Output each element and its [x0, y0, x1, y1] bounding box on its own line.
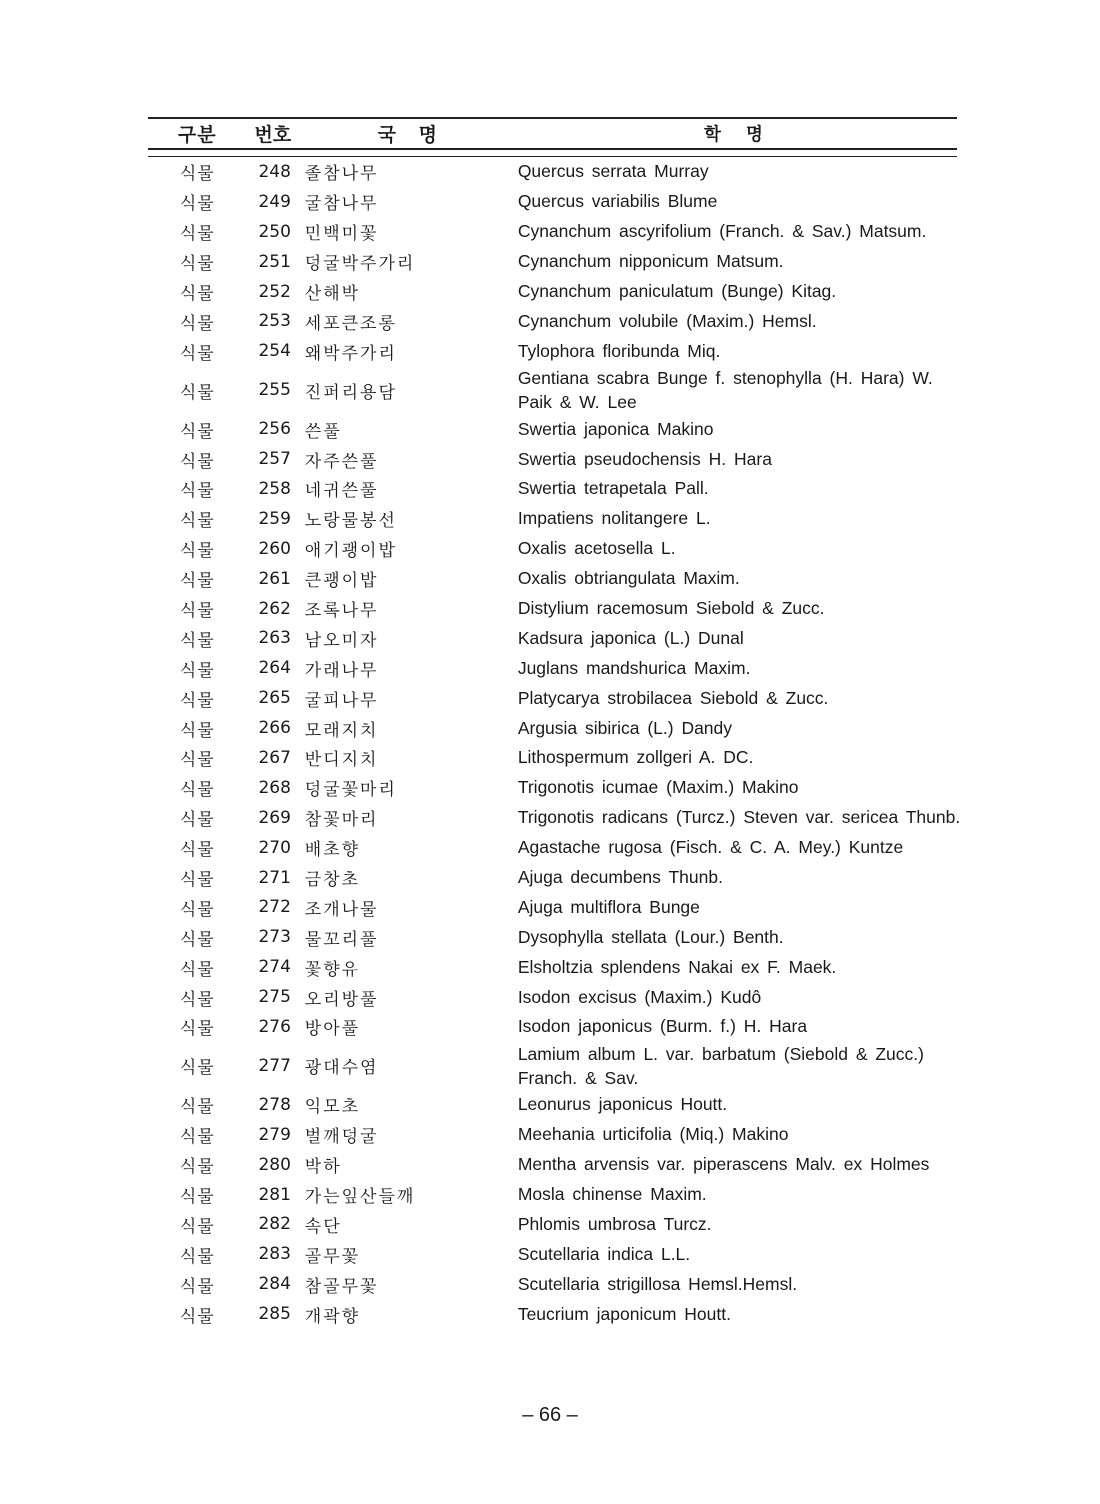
table-row: [148, 743, 957, 773]
cell-number: 255: [258, 380, 291, 401]
cell-number: 264: [258, 658, 291, 679]
cell-korean-name: 금창초: [304, 870, 361, 891]
cell-korean-name: 속단: [304, 1216, 342, 1237]
cell-scientific-name: Gentiana scabra Bunge f. stenophylla (H. Hara) W. Paik & W. Lee: [517, 368, 933, 413]
cell-scientific-name: Quercus serrata Murray: [517, 161, 709, 182]
cell-number: 275: [258, 987, 291, 1008]
table-row: [148, 247, 957, 277]
cell-number: 256: [258, 419, 291, 440]
cell-korean-name: 박하: [304, 1157, 342, 1178]
cell-scientific-name: Swertia pseudochensis H. Hara: [517, 448, 772, 469]
cell-scientific-name: Agastache rugosa (Fisch. & C. A. Mey.) Kuntze: [517, 837, 904, 858]
cell-category: 식물: [179, 929, 215, 950]
cell-category: 식물: [179, 601, 215, 622]
cell-korean-name: 네귀쓴풀: [304, 481, 379, 502]
table-row: [148, 1150, 957, 1180]
cell-category: 식물: [179, 720, 215, 741]
cell-korean-name: 광대수염: [304, 1058, 379, 1079]
cell-korean-name: 가는잎산들깨: [304, 1187, 416, 1208]
species-table: [148, 117, 961, 1329]
table-row: [148, 1180, 957, 1210]
cell-category: 식물: [179, 1019, 215, 1040]
cell-scientific-name: Oxalis acetosella L.: [517, 538, 676, 559]
cell-number: 257: [258, 449, 291, 470]
cell-number: 261: [258, 568, 291, 589]
table-row: [148, 1042, 957, 1090]
cell-korean-name: 개곽향: [304, 1306, 361, 1327]
cell-number: 269: [258, 807, 291, 828]
table-row: [148, 683, 957, 713]
cell-korean-name: 덩굴꽃마리: [304, 780, 397, 801]
cell-number: 260: [258, 538, 291, 559]
table-row: [148, 1012, 957, 1042]
cell-korean-name: 남오미자: [304, 630, 379, 651]
cell-number: 276: [258, 1016, 291, 1037]
cell-category: 식물: [179, 254, 215, 275]
cell-number: 281: [258, 1184, 291, 1205]
table-row: [148, 414, 957, 444]
cell-number: 262: [258, 598, 291, 619]
cell-korean-name: 배초향: [304, 840, 361, 861]
cell-number: 272: [258, 897, 291, 918]
cell-number: 249: [258, 191, 291, 212]
cell-category: 식물: [179, 630, 215, 651]
cell-category: 식물: [179, 989, 215, 1010]
cell-number: 274: [258, 957, 291, 978]
table-row: [148, 803, 957, 833]
cell-category: 식물: [179, 511, 215, 532]
cell-scientific-name: Cynanchum ascyrifolium (Franch. & Sav.) Matsum.: [517, 221, 927, 242]
cell-number: 248: [258, 161, 291, 182]
table-row: [148, 444, 957, 474]
cell-category: 식물: [179, 284, 215, 304]
table-row: [148, 1269, 957, 1299]
cell-korean-name: 벌깨덩굴: [304, 1127, 379, 1148]
cell-number: 278: [258, 1094, 291, 1115]
species-table-container: [148, 117, 961, 1329]
cell-category: 식물: [179, 1097, 215, 1118]
table-row: [148, 713, 957, 743]
cell-korean-name: 모래지치: [304, 720, 379, 741]
cell-number: 273: [258, 927, 291, 948]
cell-category: 식물: [179, 810, 215, 831]
table-row: [148, 187, 957, 217]
cell-korean-name: 조록나무: [304, 601, 379, 622]
cell-number: 280: [258, 1154, 291, 1175]
cell-scientific-name: Dysophylla stellata (Lour.) Benth.: [517, 926, 784, 947]
cell-category: 식물: [179, 870, 215, 891]
cell-number: 265: [258, 688, 291, 709]
header-row: [148, 118, 957, 149]
cell-category: 식물: [179, 1157, 215, 1178]
cell-scientific-name: Trigonotis radicans (Turcz.) Steven var. sericea Thunb.: [517, 807, 961, 828]
table-row: [148, 306, 957, 336]
cell-scientific-name: Argusia sibirica (L.) Dandy: [517, 717, 733, 738]
cell-korean-name: 꽃향유: [304, 959, 361, 980]
header-number: 번호: [254, 124, 292, 146]
cell-korean-name: 큰괭이밥: [304, 571, 379, 592]
cell-korean-name: 참꽃마리: [304, 810, 379, 831]
table-row: [148, 157, 957, 187]
cell-scientific-name: Lamium album L. var. barbatum (Siebold & Zucc.) Franch. & Sav.: [517, 1043, 924, 1088]
cell-number: 251: [258, 251, 291, 272]
cell-number: 266: [258, 718, 291, 739]
cell-category: 식물: [179, 224, 215, 245]
cell-scientific-name: Leonurus japonicus Houtt.: [517, 1094, 728, 1115]
cell-korean-name: 왜박주가리: [304, 343, 397, 364]
cell-category: 식물: [179, 1187, 215, 1208]
cell-number: 277: [258, 1055, 291, 1076]
cell-scientific-name: Trigonotis icumae (Maxim.) Makino: [517, 777, 799, 798]
cell-category: 식물: [179, 1216, 215, 1237]
cell-korean-name: 노랑물봉선: [304, 511, 397, 532]
cell-category: 식물: [179, 451, 215, 472]
cell-scientific-name: Swertia japonica Makino: [517, 418, 714, 439]
cell-number: 270: [258, 837, 291, 858]
cell-scientific-name: Cynanchum paniculatum (Bunge) Kitag.: [517, 281, 837, 301]
cell-scientific-name: Ajuga multiflora Bunge: [517, 896, 700, 917]
cell-korean-name: 굴피나무: [304, 690, 379, 711]
table-row: [148, 1090, 957, 1120]
header-korean-name: 국 명: [377, 124, 445, 146]
table-header: [148, 118, 957, 157]
cell-category: 식물: [179, 780, 215, 801]
cell-number: 259: [258, 508, 291, 529]
cell-number: 284: [258, 1274, 291, 1295]
table-row: [148, 564, 957, 594]
table-row: [148, 623, 957, 653]
table-row: [148, 1120, 957, 1150]
cell-category: 식물: [179, 750, 215, 771]
cell-category: 식물: [179, 840, 215, 861]
cell-korean-name: 세포큰조롱: [304, 313, 397, 334]
cell-scientific-name: Phlomis umbrosa Turcz.: [517, 1213, 712, 1234]
cell-category: 식물: [179, 899, 215, 920]
table-row: [148, 504, 957, 534]
table-row: [148, 952, 957, 982]
table-row: [148, 922, 957, 952]
cell-category: 식물: [179, 194, 215, 215]
cell-scientific-name: Mosla chinense Maxim.: [517, 1184, 707, 1205]
cell-number: 254: [258, 341, 291, 362]
cell-scientific-name: Oxalis obtriangulata Maxim.: [517, 568, 740, 589]
cell-category: 식물: [179, 571, 215, 592]
cell-category: 식물: [179, 382, 215, 403]
cell-category: 식물: [179, 660, 215, 681]
cell-number: 271: [258, 867, 291, 888]
cell-korean-name: 쓴풀: [304, 421, 342, 442]
cell-korean-name: 가래나무: [304, 660, 379, 681]
cell-scientific-name: Scutellaria strigillosa Hemsl.Hemsl.: [517, 1273, 798, 1294]
table-row: [148, 277, 957, 307]
cell-category: 식물: [179, 1276, 215, 1297]
cell-number: 258: [258, 478, 291, 499]
cell-category: 식물: [179, 690, 215, 711]
table-row: [148, 1299, 957, 1329]
cell-scientific-name: Meehania urticifolia (Miq.) Makino: [517, 1124, 789, 1145]
cell-scientific-name: Mentha arvensis var. piperascens Malv. ex Holmes: [517, 1154, 930, 1175]
cell-category: 식물: [179, 1127, 215, 1148]
table-row: [148, 863, 957, 893]
cell-korean-name: 오리방풀: [304, 989, 379, 1010]
cell-category: 식물: [179, 1306, 215, 1327]
cell-korean-name: 굴참나무: [304, 194, 379, 215]
cell-scientific-name: Elsholtzia splendens Nakai ex F. Maek.: [517, 956, 837, 977]
page-number: – 66 –: [522, 1404, 578, 1426]
cell-scientific-name: Tylophora floribunda Miq.: [517, 340, 721, 361]
cell-number: 263: [258, 628, 291, 649]
cell-korean-name: 산해박: [304, 284, 361, 304]
cell-category: 식물: [179, 1246, 215, 1267]
cell-number: 282: [258, 1214, 291, 1235]
cell-scientific-name: Juglans mandshurica Maxim.: [517, 657, 751, 678]
table-row: [148, 474, 957, 504]
cell-korean-name: 자주쓴풀: [304, 451, 379, 472]
cell-scientific-name: Cynanchum volubile (Maxim.) Hemsl.: [517, 310, 817, 331]
cell-scientific-name: Isodon japonicus (Burm. f.) H. Hara: [517, 1016, 808, 1037]
table-row: [148, 982, 957, 1012]
cell-scientific-name: Impatiens nolitangere L.: [517, 508, 711, 529]
cell-scientific-name: Platycarya strobilacea Siebold & Zucc.: [517, 687, 829, 708]
cell-scientific-name: Lithospermum zollgeri A. DC.: [517, 747, 754, 768]
table-row: [148, 217, 957, 247]
table-row: [148, 594, 957, 624]
cell-category: 식물: [179, 959, 215, 980]
cell-scientific-name: Ajuga decumbens Thunb.: [517, 867, 723, 888]
cell-category: 식물: [179, 481, 215, 502]
cell-scientific-name: Kadsura japonica (L.) Dunal: [517, 627, 744, 648]
cell-scientific-name: Teucrium japonicum Houtt.: [517, 1303, 731, 1324]
cell-number: 279: [258, 1124, 291, 1145]
cell-korean-name: 민백미꽃: [304, 224, 379, 245]
cell-korean-name: 조개나물: [304, 899, 379, 920]
cell-korean-name: 덩굴박주가리: [304, 254, 416, 275]
cell-korean-name: 참골무꽃: [304, 1276, 379, 1297]
cell-category: 식물: [179, 313, 215, 334]
cell-scientific-name: Quercus variabilis Blume: [517, 191, 718, 212]
cell-korean-name: 방아풀: [304, 1019, 361, 1040]
table-row: [148, 366, 957, 414]
table-row: [148, 892, 957, 922]
cell-korean-name: 졸참나무: [304, 164, 379, 185]
cell-category: 식물: [179, 164, 215, 185]
cell-category: 식물: [179, 421, 215, 442]
cell-number: 268: [258, 777, 291, 798]
cell-korean-name: 진퍼리용담: [304, 382, 397, 403]
cell-korean-name: 물꼬리풀: [304, 929, 379, 950]
cell-korean-name: 익모초: [304, 1097, 361, 1118]
cell-number: 252: [258, 281, 291, 302]
table-row: [148, 336, 957, 366]
cell-category: 식물: [179, 541, 215, 562]
table-row: [148, 653, 957, 683]
table-row: [148, 1210, 957, 1240]
cell-scientific-name: Scutellaria indica L.L.: [517, 1243, 691, 1264]
table-row: [148, 833, 957, 863]
cell-category: 식물: [179, 343, 215, 364]
cell-number: 250: [258, 221, 291, 242]
cell-scientific-name: Distylium racemosum Siebold & Zucc.: [517, 598, 825, 619]
table-row: [148, 1239, 957, 1269]
header-double-rule: [148, 149, 957, 157]
table-row: [148, 773, 957, 803]
header-category: 구분: [177, 124, 217, 146]
cell-korean-name: 애기괭이밥: [304, 541, 397, 562]
cell-number: 267: [258, 747, 291, 768]
table-row: [148, 534, 957, 564]
cell-korean-name: 반디지치: [304, 750, 379, 771]
cell-number: 285: [258, 1304, 291, 1325]
cell-scientific-name: Isodon excisus (Maxim.) Kudô: [517, 986, 762, 1007]
header-scientific-name: 학 명: [703, 125, 771, 145]
cell-number: 253: [258, 311, 291, 332]
cell-number: 283: [258, 1244, 291, 1265]
cell-scientific-name: Cynanchum nipponicum Matsum.: [517, 251, 784, 272]
table-body: [148, 157, 961, 1330]
cell-scientific-name: Swertia tetrapetala Pall.: [517, 478, 709, 499]
cell-korean-name: 골무꽃: [304, 1246, 361, 1267]
double-rule-divider: [148, 149, 957, 157]
cell-category: 식물: [179, 1058, 215, 1079]
